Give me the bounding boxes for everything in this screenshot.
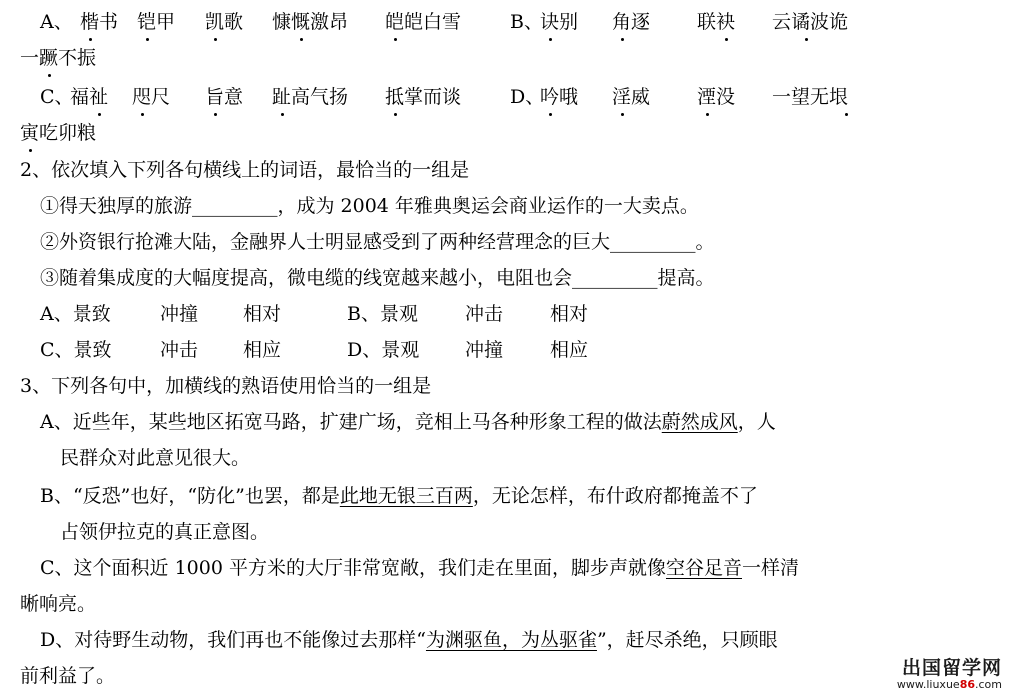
q2-option-word: 相应 [550, 339, 589, 361]
q3-c-idiom: 空谷足音 [665, 557, 742, 579]
q3-option-c [40, 556, 799, 580]
emphasis-dot [214, 113, 217, 116]
q3-option-b-cont: 占领伊拉克的真正意图。 [60, 521, 270, 543]
q3-option-a-cont: 民群众对此意见很大。 [60, 447, 251, 469]
emphasis-dot [845, 113, 848, 116]
q2-option-word: 冲击 [160, 339, 199, 361]
q3-c-text: C、这个面积近 1000 平方米的大厅非常宽敞，我们走在里面，脚步声就像 [40, 557, 666, 579]
q3-b-idiom: 此地无银三百两 [339, 485, 473, 507]
q2-option-word: 冲撞 [160, 303, 199, 325]
q2-option-word: 相对 [550, 303, 589, 325]
q1-word: 凯歌 [205, 11, 244, 33]
q3-d-text: D、对待野生动物，我们再也不能像过去那样“ [40, 629, 426, 651]
q1-word: 淫威 [612, 86, 651, 108]
q3-option-b [40, 484, 758, 508]
emphasis-dot [621, 113, 624, 116]
emphasis-dot [549, 113, 552, 116]
watermark-title: 出国留学网 [901, 657, 1002, 679]
q1-word: 咫尺 [132, 86, 171, 108]
emphasis-dot [805, 38, 808, 41]
q3-c-text-tail: 一样清 [742, 557, 800, 579]
q2-option-word: 相对 [243, 303, 282, 325]
emphasis-dot [29, 149, 32, 152]
q3-b-text: B、“反恐”也好，“防化”也罢，都是 [40, 485, 340, 507]
q2-options-row [0, 302, 1010, 328]
q2-option-a: A、景致 [40, 303, 111, 325]
emphasis-dot [725, 38, 728, 41]
q2-sentence-1: ①得天独厚的旅游_________，成为 2004 年雅典奥运会商业运作的一大卖点。 [40, 195, 699, 217]
q1-word: 吟哦 [540, 86, 579, 108]
emphasis-dot [48, 74, 51, 77]
emphasis-dot [214, 38, 217, 41]
q1-word: 旨意 [205, 86, 244, 108]
q3-d-text-tail: ”，赶尽杀绝，只顾眼 [596, 629, 778, 651]
q1-word: 联袂 [697, 11, 736, 33]
q1-word: 铠甲 [137, 11, 176, 33]
q3-a-idiom: 蔚然成风 [661, 411, 738, 433]
emphasis-dot [621, 38, 624, 41]
q1-word: 云谲波诡 [772, 11, 849, 33]
q3-option-d-cont: 前利益了。 [20, 665, 116, 687]
q3-a-text-tail: ，人 [737, 411, 776, 433]
q1-word: 趾高气扬 [272, 86, 349, 108]
emphasis-dot [300, 38, 303, 41]
q1-word: 诀别 [540, 11, 579, 33]
q2-option-d: D、景观 [347, 339, 420, 361]
q2-option-b: B、景观 [347, 303, 418, 325]
q1-word: 角逐 [612, 11, 651, 33]
q3-stem: 3、下列各句中，加横线的熟语使用恰当的一组是 [20, 375, 432, 397]
emphasis-dot [549, 38, 552, 41]
emphasis-dot [394, 38, 397, 41]
emphasis-dot [141, 113, 144, 116]
q3-option-d [40, 628, 778, 652]
q2-sentence-3: ③随着集成度的大幅度提高，微电缆的线宽越来越小，电阻也会_________提高。 [40, 267, 715, 289]
q1-option-c-label: C、 [40, 86, 74, 108]
q1-line1 [0, 10, 1010, 36]
q1-line2: 一蹶不振 [20, 47, 97, 69]
q2-option-word: 冲撞 [465, 339, 504, 361]
emphasis-dot [281, 113, 284, 116]
watermark-url-suffix: .com [975, 678, 1002, 691]
watermark-url-part: www.liuxue [896, 678, 960, 691]
q1-line4: 寅吃卯粮 [20, 122, 97, 144]
watermark-url [897, 678, 1002, 691]
q1-option-d-label: D、 [510, 86, 545, 108]
q1-option-a-label: A、 [40, 11, 73, 33]
q1-word: 慷慨激昂 [272, 11, 349, 33]
q2-option-word: 冲击 [465, 303, 504, 325]
emphasis-dot [98, 113, 101, 116]
q2-options-row [0, 338, 1010, 364]
emphasis-dot [89, 38, 92, 41]
q1-word: 福祉 [70, 86, 109, 108]
q3-b-text-tail: ，无论怎样，布什政府都掩盖不了 [472, 485, 758, 507]
emphasis-dot [394, 113, 397, 116]
q2-option-c: C、景致 [40, 339, 112, 361]
q1-word: 楷书 [80, 11, 119, 33]
watermark-logo [852, 653, 1002, 693]
q2-sentence-2: ②外资银行抢滩大陆，金融界人士明显感受到了两种经营理念的巨大_________。 [40, 231, 715, 253]
q1-word: 抵掌而谈 [385, 86, 462, 108]
q2-option-word: 相应 [243, 339, 282, 361]
q1-word: 一望无垠 [772, 86, 849, 108]
q1-line3 [0, 85, 1010, 111]
q1-option-b-label: B、 [510, 11, 543, 33]
q3-option-c-cont: 晰响亮。 [20, 593, 97, 615]
q3-a-text: A、近些年，某些地区拓宽马路，扩建广场，竞相上马各种形象工程的做法 [40, 411, 662, 433]
emphasis-dot [706, 113, 709, 116]
q3-option-a [40, 410, 776, 434]
emphasis-dot [146, 38, 149, 41]
q2-stem: 2、依次填入下列各句横线上的词语，最恰当的一组是 [20, 159, 470, 181]
q1-word: 皑皑白雪 [385, 11, 462, 33]
q1-word: 湮没 [697, 86, 736, 108]
q3-d-idiom: 为渊驱鱼，为丛驱雀 [425, 629, 597, 651]
watermark-url-number: 86 [959, 678, 975, 691]
